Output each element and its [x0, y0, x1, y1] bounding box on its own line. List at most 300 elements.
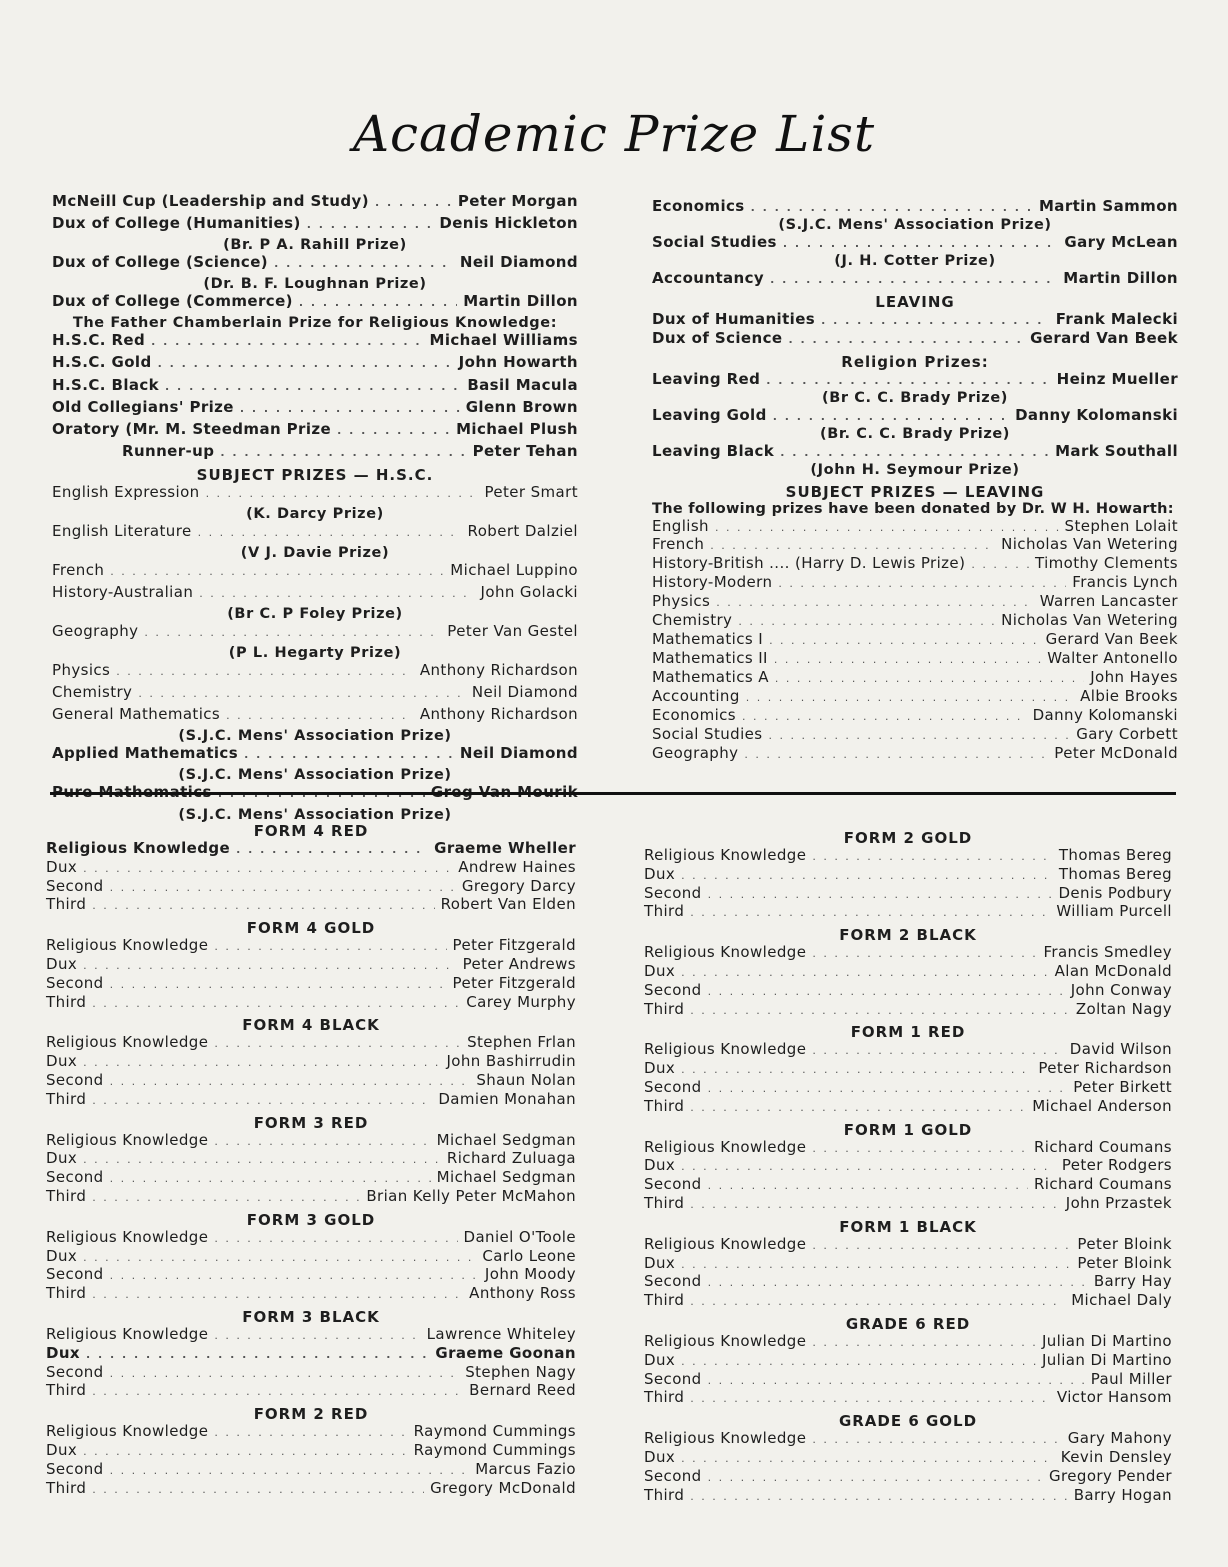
prize-note: The Father Chamberlain Prize for Religious Knowledge: — [72, 315, 558, 332]
prize-label: H.S.C. Black — [52, 375, 160, 394]
leader-dots — [821, 313, 1050, 330]
leader-dots — [708, 1470, 1043, 1487]
prize-row — [644, 1041, 1172, 1060]
prize-row — [644, 1176, 1172, 1195]
prize-label: Second — [644, 1466, 702, 1485]
prize-row — [644, 982, 1172, 1001]
leader-dots — [92, 1287, 463, 1304]
prize-label: Religious Knowledge — [644, 1040, 807, 1059]
prize-winner: Martin Dillon — [1063, 268, 1178, 287]
prize-winner: Lawrence Whiteley — [426, 1324, 576, 1343]
prize-row — [652, 371, 1178, 390]
prize-label: H.S.C. Gold — [52, 353, 152, 372]
prize-winner: Victor Hansom — [1056, 1388, 1172, 1407]
prize-label: Religious Knowledge — [644, 1137, 807, 1156]
section-heading: FORM 2 BLACK — [839, 926, 977, 945]
leader-dots — [83, 861, 452, 878]
prize-label: Third — [46, 895, 87, 914]
leader-dots — [206, 486, 479, 503]
prize-row — [652, 407, 1178, 426]
prize-label: Chemistry — [52, 683, 133, 702]
leader-dots — [708, 1081, 1068, 1098]
prize-label: Religious Knowledge — [46, 1033, 209, 1052]
prize-row — [644, 847, 1172, 866]
prize-label: Second — [644, 1175, 702, 1194]
prize-note: (Br C. C. Brady Prize) — [822, 389, 1008, 406]
leader-dots — [144, 625, 441, 642]
prize-label: English Expression — [52, 482, 200, 501]
section-heading: FORM 4 GOLD — [246, 919, 376, 938]
prize-winner: John Przastek — [1065, 1193, 1172, 1212]
prize-winner: Marcus Fazio — [475, 1459, 576, 1478]
leader-dots — [110, 564, 444, 581]
leader-dots — [138, 686, 466, 703]
leader-dots — [766, 373, 1050, 390]
leader-dots — [158, 356, 453, 373]
prize-label: Physics — [652, 592, 711, 611]
prize-row — [52, 354, 578, 373]
prize-note: (Br C. P Foley Prize) — [227, 606, 403, 623]
section-heading: FORM 1 BLACK — [839, 1217, 977, 1236]
prize-winner: Gregory Pender — [1049, 1466, 1172, 1485]
leader-dots — [214, 939, 446, 956]
prize-label: English — [652, 516, 709, 535]
prize-row — [52, 706, 578, 725]
top-right-column — [652, 198, 1178, 764]
prize-row — [652, 311, 1178, 330]
leader-dots — [226, 708, 414, 725]
prize-winner: Glenn Brown — [465, 397, 578, 416]
prize-winner: Thomas Bereg — [1058, 846, 1172, 864]
leader-dots — [83, 1055, 440, 1072]
prize-row — [46, 975, 576, 994]
prize-winner: Bernard Reed — [469, 1381, 576, 1400]
prize-row — [52, 293, 578, 312]
prize-label: Mathematics II — [652, 649, 768, 668]
leader-dots — [110, 880, 456, 897]
leader-dots — [744, 747, 1048, 764]
prize-winner: Peter McDonald — [1054, 744, 1178, 763]
prize-winner: Carlo Leone — [482, 1246, 576, 1265]
prize-row — [46, 1188, 576, 1207]
prize-row — [644, 1333, 1172, 1352]
prize-row — [644, 1292, 1172, 1311]
prize-label: Third — [46, 1381, 87, 1400]
prize-row — [644, 1195, 1172, 1214]
prize-row — [644, 885, 1172, 904]
prize-winner: Michael Plush — [456, 419, 578, 438]
prize-label: Runner-up — [122, 441, 215, 460]
leader-dots — [769, 633, 1040, 650]
prize-winner: John Bashirrudin — [446, 1052, 576, 1071]
prize-note: (K. Darcy Prize) — [246, 505, 384, 522]
prize-row — [644, 1487, 1172, 1506]
prize-row — [52, 215, 578, 234]
prize-label: Dux — [644, 1156, 676, 1175]
section-heading: LEAVING — [875, 292, 955, 311]
prize-row — [52, 662, 578, 681]
prize-winner: Andrew Haines — [458, 857, 576, 876]
prize-label: Second — [644, 980, 702, 999]
prize-winner: Basil Macula — [467, 375, 578, 394]
prize-label: Second — [644, 1272, 702, 1291]
prize-row — [644, 1060, 1172, 1079]
prize-row — [644, 1430, 1172, 1449]
prize-winner: Raymond Cummings — [413, 1422, 576, 1441]
prize-row — [652, 198, 1178, 217]
prize-winner: Graeme Wheller — [434, 839, 576, 857]
prize-row — [652, 745, 1178, 764]
prize-row — [52, 421, 578, 440]
prize-winner: Brian Kelly Peter McMahon — [366, 1186, 576, 1205]
prize-label: Dux of College (Humanities) — [52, 214, 301, 233]
prize-row — [46, 1461, 576, 1480]
prize-label: Third — [644, 1485, 685, 1504]
section-heading: FORM 4 RED — [253, 822, 369, 840]
prize-winner: Michael Williams — [429, 331, 578, 350]
prize-winner: Neil Diamond — [471, 683, 578, 702]
prize-winner: Michael Anderson — [1032, 1096, 1172, 1115]
prize-row — [46, 1266, 576, 1285]
prize-label: Second — [644, 883, 702, 902]
leader-dots — [116, 664, 414, 681]
prize-label: Dux — [46, 1149, 78, 1168]
leader-dots — [337, 423, 450, 440]
leader-dots — [299, 295, 457, 312]
leader-dots — [83, 1444, 407, 1461]
prize-winner: Danny Kolomanski — [1032, 706, 1178, 725]
prize-winner: Anthony Richardson — [419, 661, 578, 680]
prize-label: Second — [46, 1459, 104, 1478]
prize-label: Dux — [46, 1052, 78, 1071]
prize-label: Social Studies — [652, 725, 763, 744]
prize-winner: Peter Morgan — [457, 192, 578, 210]
prize-label: Leaving Red — [652, 369, 761, 388]
prize-row — [52, 399, 578, 418]
leader-dots — [780, 445, 1049, 462]
prize-row — [652, 593, 1178, 612]
section-heading: SUBJECT PRIZES — LEAVING — [785, 482, 1045, 501]
leader-dots — [690, 1489, 1067, 1506]
leader-dots — [738, 614, 995, 631]
leader-dots — [774, 652, 1041, 669]
prize-note: (J. H. Cotter Prize) — [834, 252, 996, 269]
prize-winner: John Moody — [484, 1265, 576, 1284]
leader-dots — [690, 1197, 1060, 1214]
prize-row — [644, 1352, 1172, 1371]
prize-winner: Peter Andrews — [462, 954, 576, 973]
prize-row — [46, 896, 576, 915]
leader-dots — [83, 958, 456, 975]
leader-dots — [220, 445, 466, 462]
prize-label: Dux — [46, 1343, 81, 1362]
prize-label: Accounting — [652, 687, 740, 706]
prize-label: Third — [46, 1089, 87, 1108]
prize-label: Physics — [52, 661, 111, 680]
prize-winner: Gary Mahony — [1067, 1429, 1172, 1448]
prize-row — [644, 1389, 1172, 1408]
prize-row — [46, 1091, 576, 1110]
prize-winner: Denis Hickleton — [439, 214, 578, 233]
prize-winner: Carey Murphy — [466, 992, 576, 1011]
leader-dots — [240, 401, 460, 418]
prize-label: Third — [644, 1193, 685, 1212]
leader-dots — [307, 217, 434, 234]
prize-row — [644, 1079, 1172, 1098]
prize-note: (Dr. B. F. Loughnan Prize) — [203, 276, 427, 293]
leader-dots — [83, 1250, 476, 1267]
leader-dots — [710, 538, 995, 555]
prize-winner: Frank Malecki — [1055, 309, 1178, 328]
prize-label: Dux — [46, 954, 78, 973]
prize-label: Religious Knowledge — [644, 1429, 807, 1448]
prize-row — [644, 903, 1172, 922]
prize-row — [644, 866, 1172, 885]
prize-winner: Damien Monahan — [438, 1089, 576, 1108]
prize-row — [46, 1364, 576, 1383]
leader-dots — [198, 525, 462, 542]
prize-label: History-British .... (Harry D. Lewis Prize) — [652, 554, 966, 573]
prize-label: Second — [46, 973, 104, 992]
leader-dots — [165, 379, 461, 396]
bottom-right-column — [644, 825, 1172, 1505]
prize-winner: Michael Daly — [1071, 1291, 1172, 1310]
prize-note: (John H. Seymour Prize) — [810, 461, 1020, 478]
prize-winner: Shaun Nolan — [476, 1070, 576, 1089]
prize-winner: Gerard Van Beek — [1030, 328, 1178, 347]
leader-dots — [708, 1373, 1085, 1390]
leader-dots — [274, 256, 454, 273]
prize-label: Third — [644, 902, 685, 921]
prize-winner: Mark Southall — [1055, 441, 1178, 460]
prize-winner: Peter Bloink — [1077, 1253, 1172, 1272]
prize-label: Third — [644, 1096, 685, 1115]
leader-dots — [92, 1384, 463, 1401]
prize-row — [52, 684, 578, 703]
leader-dots — [775, 671, 1084, 688]
prize-label: Chemistry — [652, 611, 733, 630]
prize-row — [652, 631, 1178, 650]
prize-note: (S.J.C. Mens' Association Prize) — [178, 806, 452, 823]
prize-label: Religious Knowledge — [46, 1324, 209, 1343]
prize-winner: Neil Diamond — [459, 744, 578, 763]
leader-dots — [92, 1482, 424, 1499]
prize-row — [644, 1273, 1172, 1292]
leader-dots — [110, 1366, 460, 1383]
prize-row — [46, 1034, 576, 1053]
leader-dots — [768, 728, 1070, 745]
prize-row — [652, 688, 1178, 707]
leader-dots — [746, 690, 1074, 707]
leader-dots — [812, 1335, 1036, 1352]
prize-winner: Stephen Frlan — [467, 1033, 576, 1052]
leader-dots — [151, 334, 423, 351]
prize-row — [652, 707, 1178, 726]
prize-label: Third — [46, 1186, 87, 1205]
prize-row — [644, 1157, 1172, 1176]
prize-row — [52, 443, 578, 462]
leader-dots — [708, 1275, 1088, 1292]
leader-dots — [110, 1268, 479, 1285]
prize-winner: Danny Kolomanski — [1015, 405, 1178, 424]
prize-label: Dux — [46, 1440, 78, 1459]
prize-label: English Literature — [52, 521, 192, 540]
prize-winner: Stephen Lolait — [1064, 516, 1178, 535]
prize-row — [46, 1053, 576, 1072]
leader-dots — [715, 520, 1059, 537]
section-divider — [50, 792, 1176, 795]
prize-winner: Denis Podbury — [1058, 883, 1172, 902]
prize-label: Applied Mathematics — [52, 744, 239, 763]
leader-dots — [778, 576, 1066, 593]
prize-label: History-Modern — [652, 573, 773, 592]
section-heading: FORM 1 RED — [850, 1023, 966, 1042]
section-heading: FORM 3 GOLD — [246, 1210, 376, 1229]
prize-winner: Albie Brooks — [1080, 687, 1178, 706]
prize-label: Old Collegians' Prize — [52, 397, 234, 416]
prize-winner: Warren Lancaster — [1039, 592, 1178, 611]
prize-winner: Francis Smedley — [1043, 943, 1172, 962]
prize-label: Economics — [652, 197, 745, 215]
section-heading: SUBJECT PRIZES — H.S.C. — [196, 465, 434, 484]
prize-winner: Nicholas Van Wetering — [1001, 535, 1178, 554]
leader-dots — [708, 1178, 1028, 1195]
leader-dots — [681, 1451, 1055, 1468]
prize-label: Second — [46, 1070, 104, 1089]
prize-row — [652, 330, 1178, 349]
prize-label: Dux — [644, 1059, 676, 1078]
prize-label: Religious Knowledge — [46, 839, 231, 857]
prize-row — [52, 523, 578, 542]
leader-dots — [681, 868, 1053, 885]
prize-row — [46, 1345, 576, 1364]
prize-label: French — [652, 535, 705, 554]
leader-dots — [681, 965, 1048, 982]
prize-row — [52, 584, 578, 603]
prize-label: Religious Knowledge — [46, 1130, 209, 1149]
leader-dots — [199, 586, 474, 603]
prize-row — [52, 745, 578, 764]
prize-row — [52, 332, 578, 351]
prize-row — [644, 1255, 1172, 1274]
prize-row — [46, 1072, 576, 1091]
prize-label: Second — [46, 1265, 104, 1284]
prize-note: (S.J.C. Mens' Association Prize) — [178, 767, 452, 784]
prize-label: Second — [644, 1077, 702, 1096]
prize-winner: Walter Antonello — [1047, 649, 1178, 668]
prize-row — [652, 270, 1178, 289]
leader-dots — [690, 1100, 1026, 1117]
prize-winner: Richard Coumans — [1033, 1175, 1172, 1194]
prize-row — [46, 1229, 576, 1248]
leader-dots — [83, 1152, 441, 1169]
section-heading: FORM 2 GOLD — [843, 829, 973, 847]
prize-row — [652, 518, 1178, 537]
prize-label: Geography — [52, 622, 139, 641]
prize-note: (Br. P A. Rahill Prize) — [223, 237, 407, 254]
leader-dots — [716, 595, 1033, 612]
prize-winner: Thomas Bereg — [1058, 864, 1172, 883]
prize-row — [652, 234, 1178, 253]
prize-winner: Peter Fitzgerald — [452, 936, 576, 955]
leader-dots — [812, 1043, 1063, 1060]
prize-winner: Peter Van Gestel — [447, 622, 578, 641]
leader-dots — [86, 1347, 429, 1364]
prize-label: Geography — [652, 744, 739, 763]
prize-label: Second — [644, 1369, 702, 1388]
prize-row — [46, 1480, 576, 1499]
prize-label: Dux — [644, 961, 676, 980]
prize-row — [52, 623, 578, 642]
prize-label: Dux of Science — [652, 328, 783, 347]
prize-winner: Peter Tehan — [472, 441, 578, 460]
prize-row — [644, 1001, 1172, 1020]
prize-label: Mathematics A — [652, 668, 769, 687]
prize-label: Religious Knowledge — [644, 1331, 807, 1350]
leader-dots — [110, 1463, 470, 1480]
prize-row — [652, 574, 1178, 593]
prize-label: Leaving Gold — [652, 405, 767, 424]
prize-row — [644, 1236, 1172, 1255]
prize-label: Mathematics I — [652, 630, 764, 649]
prize-row — [46, 1248, 576, 1267]
leader-dots — [690, 905, 1050, 922]
prize-winner: Zoltan Nagy — [1075, 999, 1172, 1018]
prize-label: McNeill Cup (Leadership and Study) — [52, 192, 369, 210]
prize-label: Dux — [644, 864, 676, 883]
prize-label: Dux of College (Science) — [52, 253, 269, 272]
prize-label: Dux — [644, 1447, 676, 1466]
leader-dots — [812, 1238, 1071, 1255]
prize-winner: Peter Richardson — [1038, 1059, 1172, 1078]
prize-winner: John Conway — [1070, 980, 1172, 999]
prize-label: Second — [46, 1168, 104, 1187]
leader-dots — [236, 842, 428, 859]
prize-row — [644, 1098, 1172, 1117]
prize-row — [644, 1449, 1172, 1468]
prize-row — [652, 612, 1178, 631]
prize-winner: Alan McDonald — [1054, 961, 1172, 980]
prize-row — [644, 1468, 1172, 1487]
prize-winner: Peter Birkett — [1073, 1077, 1172, 1096]
leader-dots — [375, 195, 452, 212]
leader-dots — [690, 1294, 1065, 1311]
prize-winner: Francis Lynch — [1072, 573, 1178, 592]
leader-dots — [92, 1093, 432, 1110]
leader-dots — [214, 1134, 430, 1151]
prize-label: Third — [46, 992, 87, 1011]
prize-note: (S.J.C. Mens' Association Prize) — [778, 216, 1052, 233]
prize-winner: Gregory McDonald — [430, 1478, 576, 1497]
prize-note: (S.J.C. Mens' Association Prize) — [178, 728, 452, 745]
prize-row — [46, 1423, 576, 1442]
section-heading: FORM 2 RED — [253, 1405, 369, 1424]
prize-row — [52, 484, 578, 503]
prize-winner: Paul Miller — [1090, 1369, 1172, 1388]
prize-row — [46, 1132, 576, 1151]
prize-label: Third — [644, 1291, 685, 1310]
prize-note: (Br. C. C. Brady Prize) — [819, 425, 1011, 442]
prize-winner: Gary Corbett — [1076, 725, 1178, 744]
prize-row — [52, 254, 578, 273]
prize-label: Second — [46, 1362, 104, 1381]
prize-winner: Graeme Goonan — [435, 1343, 576, 1362]
leader-dots — [971, 557, 1029, 574]
prize-winner: Raymond Cummings — [413, 1440, 576, 1459]
prize-row — [46, 937, 576, 956]
prize-label: Dux of College (Commerce) — [52, 292, 293, 311]
leader-dots — [92, 996, 460, 1013]
